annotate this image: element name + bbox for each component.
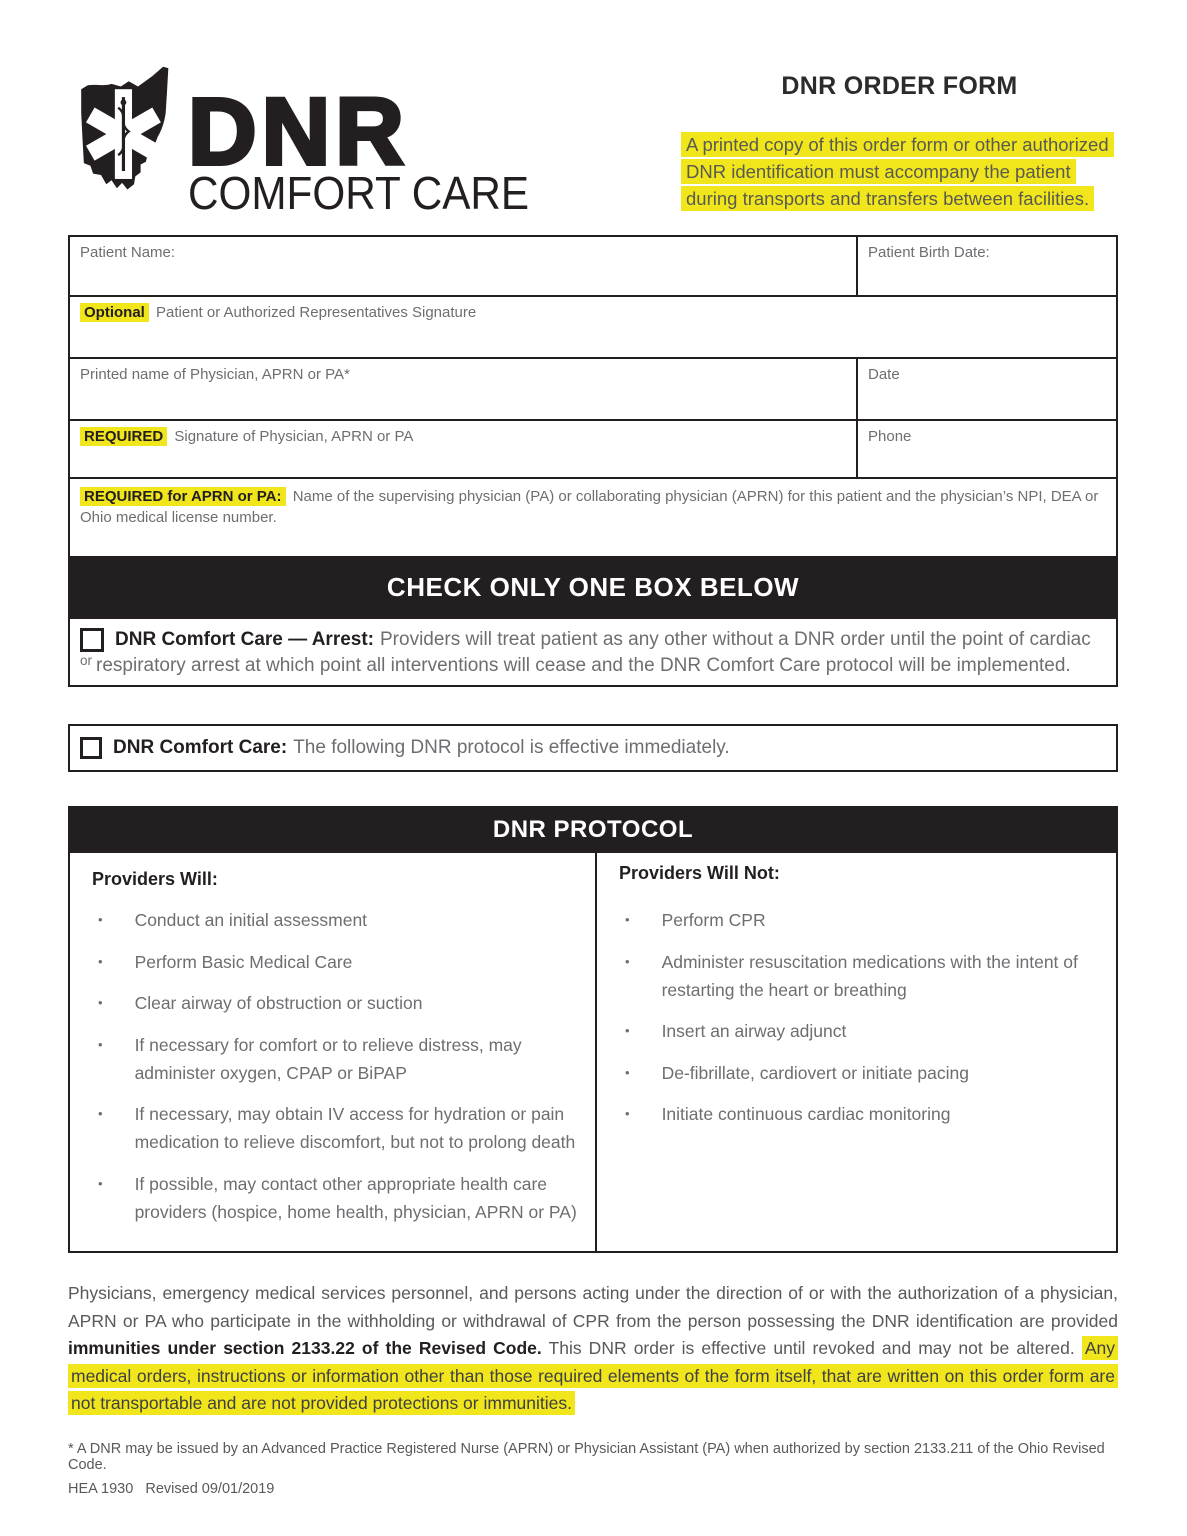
arrest-option-line1 <box>80 628 1106 652</box>
arrest-option-text-line2: respiratory arrest at which point all interventions will cease and the DNR Comfort Care protocol will be implemented. <box>96 655 1071 676</box>
list-item-text: If necessary for comfort or to relieve distress, may administer oxygen, CPAP or BiPAP <box>134 1034 522 1083</box>
list-item <box>619 1017 1098 1045</box>
bullet-icon: • <box>98 1036 103 1052</box>
list-item-text: If necessary, may obtain IV access for hydration or pain medication to relieve discomfort, but not to prolong death <box>134 1104 576 1152</box>
printed-name-label: Printed name of Physician, APRN or PA* <box>80 366 350 383</box>
immediate-option-box <box>68 724 1118 772</box>
patient-birth-date-field[interactable] <box>856 237 1116 295</box>
immunity-text-1: Physicians, emergency medical services personnel, and persons acting under the direction of or with the authorization of a physician, APRN or PA who participate in the withholding or withdrawal of CPR from the person possessing the DNR identification are provided <box>68 1283 1118 1331</box>
list-item-text: De-fibrillate, cardiovert or initiate pacing <box>661 1062 969 1083</box>
footnote: * A DNR may be issued by an Advanced Practice Registered Nurse (APRN) or Physician Assistant (PA) when authorized by section 2133.211 of the Ohio Revised Code. <box>68 1440 1105 1473</box>
list-item <box>92 1170 577 1226</box>
bullet-icon: • <box>625 1023 630 1038</box>
arrest-option-text-line1: Providers will treat patient as any other without a DNR order until the point of cardiac <box>380 629 1091 650</box>
patient-name-label: Patient Name: <box>80 244 176 261</box>
form-revision: HEA 1930 Revised 09/01/2019 <box>68 1480 275 1497</box>
list-item <box>92 906 577 934</box>
logo-title: DNR <box>188 79 409 185</box>
table-row <box>70 419 1116 477</box>
physician-signature-field[interactable] <box>70 421 856 477</box>
bullet-icon: • <box>625 953 630 969</box>
ohio-star-of-life-icon <box>68 62 200 222</box>
patient-signature-label: Patient or Authorized Representatives Signature <box>156 304 477 321</box>
phone-label: Phone <box>868 428 912 445</box>
providers-will-not-list <box>619 906 1098 1128</box>
list-item-text: Initiate continuous cardiac monitoring <box>661 1104 951 1124</box>
logo-subtitle: COMFORT CARE <box>188 168 530 220</box>
patient-birth-date-label: Patient Birth Date: <box>868 244 990 261</box>
bullet-icon: • <box>625 1064 630 1080</box>
patient-info-table <box>68 235 1118 558</box>
immunity-paragraph <box>68 1280 1118 1418</box>
physician-signature-label: Signature of Physician, APRN or PA <box>174 428 414 445</box>
list-item-text: Perform Basic Medical Care <box>134 951 353 972</box>
header <box>68 62 1118 234</box>
arrest-option-title: DNR Comfort Care — Arrest: <box>115 629 374 650</box>
protocol-header-bar: DNR PROTOCOL <box>68 806 1118 853</box>
bullet-icon: • <box>98 995 103 1010</box>
table-row <box>70 477 1116 556</box>
table-row <box>70 295 1116 357</box>
bullet-icon: • <box>98 953 103 969</box>
providers-will-not-header: Providers Will Not: <box>619 863 780 883</box>
supervising-physician-field[interactable] <box>70 479 1116 556</box>
arrest-checkbox[interactable] <box>80 628 104 652</box>
bullet-icon: • <box>625 912 630 927</box>
optional-tag: Optional <box>80 303 149 322</box>
arrest-option-line2 <box>80 653 1106 677</box>
immunity-text-bold: immunities under section 2133.22 of the Revised Code. <box>68 1338 542 1358</box>
immunity-text-highlighted: Any medical orders, instructions or information other than those required elements of the form itself, that are written on this order form are not transportable and are not provided protections or immunities. <box>68 1336 1118 1415</box>
immediate-option-title: DNR Comfort Care: <box>113 737 288 758</box>
transport-notice-text: A printed copy of this order form or other authorized DNR identification must accompany the patient during transports and transfers between facilities. <box>681 132 1114 211</box>
list-item <box>92 1100 577 1156</box>
providers-will-header: Providers Will: <box>92 869 218 889</box>
or-word: or <box>80 653 93 668</box>
list-item <box>619 1059 1098 1087</box>
list-item <box>619 1100 1098 1128</box>
patient-signature-field[interactable] <box>70 297 1116 357</box>
bullet-icon: • <box>98 1175 103 1191</box>
bullet-icon: • <box>98 912 103 927</box>
list-item-text: Conduct an initial assessment <box>134 910 368 930</box>
bullet-icon: • <box>625 1106 630 1121</box>
list-item-text: Insert an airway adjunct <box>661 1021 847 1041</box>
providers-will-not-column <box>595 853 1116 1251</box>
patient-name-field[interactable] <box>70 237 856 295</box>
protocol-table <box>68 853 1118 1253</box>
table-row <box>70 357 1116 419</box>
date-field[interactable] <box>856 359 1116 419</box>
list-item <box>92 989 577 1017</box>
logo-text <box>188 79 543 220</box>
list-item-text: Clear airway of obstruction or suction <box>134 993 423 1013</box>
aprn-required-tag: REQUIRED for APRN or PA: <box>80 487 286 506</box>
transport-notice <box>681 131 1118 212</box>
list-item-text: Perform CPR <box>661 910 766 930</box>
bullet-icon: • <box>98 1106 103 1121</box>
providers-will-list <box>92 906 577 1226</box>
dnr-comfort-care-logo <box>68 62 543 222</box>
arrest-option-box <box>68 617 1118 687</box>
list-item-text: If possible, may contact other appropriate health care providers (hospice, home health, physician, APRN or PA) <box>134 1173 577 1222</box>
list-item <box>92 948 577 976</box>
list-item <box>619 906 1098 934</box>
header-right <box>681 62 1118 212</box>
phone-field[interactable] <box>856 421 1116 477</box>
check-section-header: CHECK ONLY ONE BOX BELOW <box>68 558 1118 617</box>
list-item-text: Administer resuscitation medications with the intent of restarting the heart or breathing <box>661 951 1078 1000</box>
providers-will-column <box>70 853 595 1251</box>
immunity-text-2: This DNR order is effective until revoked and may not be altered. <box>541 1338 1082 1358</box>
date-label: Date <box>868 366 900 383</box>
list-item <box>619 948 1098 1004</box>
immediate-option-text: The following DNR protocol is effective immediately. <box>293 737 730 758</box>
table-row <box>70 237 1116 295</box>
form-title: DNR ORDER FORM <box>781 72 1018 100</box>
immediate-checkbox[interactable] <box>80 737 102 759</box>
list-item <box>92 1031 577 1087</box>
printed-name-field[interactable] <box>70 359 856 419</box>
required-tag: REQUIRED <box>80 427 167 446</box>
supervising-physician-label: Name of the supervising physician (PA) or collaborating physician (APRN) for this patient and the physician’s NPI, DEA or Ohio medical license number. <box>80 488 1099 526</box>
